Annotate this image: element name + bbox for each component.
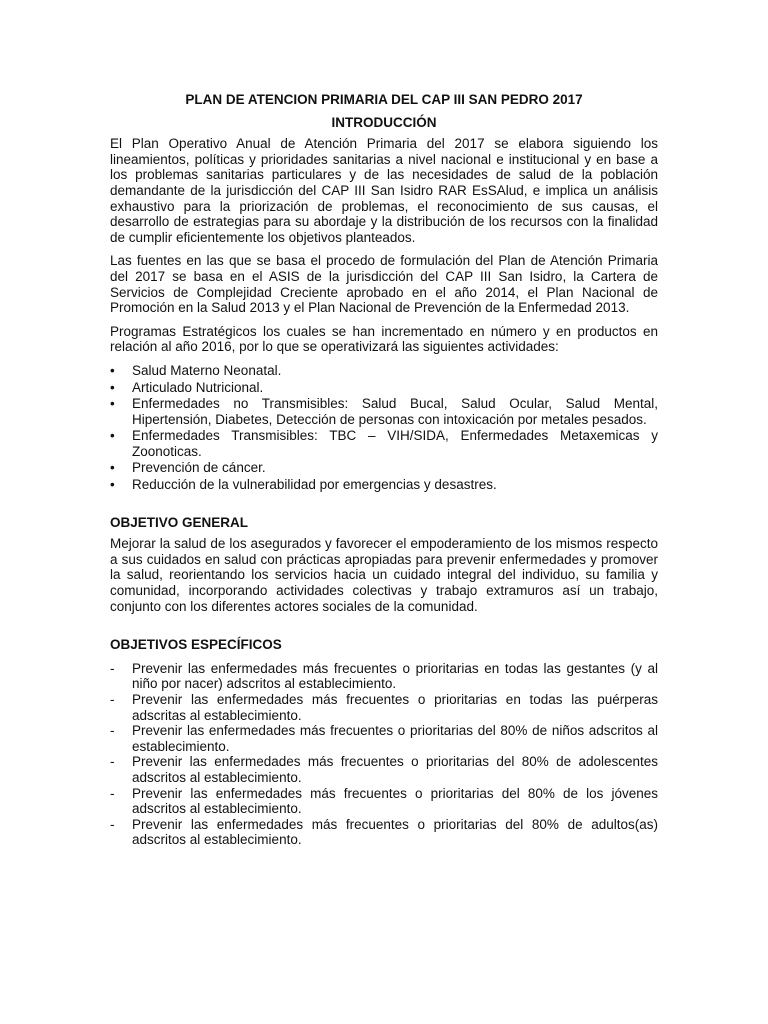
dash-icon: - bbox=[110, 723, 115, 739]
dash-icon: - bbox=[110, 660, 115, 676]
bullet-icon: • bbox=[110, 396, 115, 412]
spacer bbox=[110, 494, 658, 515]
list-item bbox=[110, 786, 658, 817]
activity-text: Articulado Nutricional. bbox=[132, 379, 264, 395]
general-objective-text: Mejorar la salud de los asegurados y favorecer el empoderamiento de los mismos respecto a sus cuidados en salud con prácticas apropiadas para prevenir enfermedades y promover la salud, reorientando los servicios hacia un cuidado integral del individuo, su familia y comunidad, incorporando actividades colectivas y trabajo extramuros así un trabajo, conjunto con los diferentes actores sociales de la comunidad. bbox=[110, 536, 658, 614]
document-title: PLAN DE ATENCION PRIMARIA DEL CAP III SAN PEDRO 2017 bbox=[185, 92, 583, 107]
objective-text: Prevenir las enfermedades más frecuentes o prioritarias del 80% de niños adscritos al establecimiento. bbox=[132, 723, 658, 754]
activity-text: Reducción de la vulnerabilidad por emergencias y desastres. bbox=[132, 477, 497, 493]
list-item bbox=[110, 692, 658, 723]
dash-icon: - bbox=[110, 692, 115, 707]
list-item bbox=[110, 477, 658, 493]
activity-text: Enfermedades no Transmisibles: Salud Bucal, Salud Ocular, Salud Mental, Hipertensión, Diabetes, Detección de personas con intoxicación por metales pesados. bbox=[132, 396, 658, 427]
intro-paragraph-3: Programas Estratégicos los cuales se han incrementado en número y en productos en relación al año 2016, por lo que se operativizará las siguientes actividades: bbox=[110, 323, 658, 355]
bullet-icon: • bbox=[110, 428, 115, 444]
spacer bbox=[110, 614, 658, 637]
list-item bbox=[110, 460, 658, 476]
list-item bbox=[110, 396, 658, 427]
activity-text: Prevención de cáncer. bbox=[132, 460, 266, 476]
objective-text: Prevenir las enfermedades más frecuentes o prioritarias en todas las puérperas adscritas al establecimiento. bbox=[132, 692, 658, 723]
objective-text: Prevenir las enfermedades más frecuentes o prioritarias del 80% de los jóvenes adscritos al establecimiento. bbox=[132, 785, 658, 817]
activities-list bbox=[110, 363, 658, 493]
objective-text: Prevenir las enfermedades más frecuentes o prioritarias en todas las gestantes (y al niño por nacer) adscritos al establecimiento. bbox=[132, 660, 658, 692]
general-objective-heading: OBJETIVO GENERAL bbox=[110, 514, 249, 530]
intro-paragraph-2: Las fuentes en las que se basa el procedo de formulación del Plan de Atención Primaria del 2017 se basa en el ASIS de la jurisdicción del CAP III San Isidro, la Cartera de Servicios de Complejidad Creciente aprobado en el año 2014, el Plan Nacional de Promoción en la Salud 2013 y el Plan Nacional de Prevención de la Enfermedad 2013. bbox=[110, 253, 658, 316]
specific-objectives-list bbox=[110, 661, 658, 848]
document-body bbox=[110, 92, 658, 848]
bullet-icon: • bbox=[110, 477, 115, 493]
dash-icon: - bbox=[110, 754, 115, 770]
bullet-icon: • bbox=[110, 379, 115, 395]
introduction-heading: INTRODUCCIÓN bbox=[331, 114, 437, 130]
activity-text: Salud Materno Neonatal. bbox=[132, 362, 282, 378]
list-item bbox=[110, 754, 658, 785]
list-item bbox=[110, 661, 658, 692]
intro-paragraph-1: El Plan Operativo Anual de Atención Primaria del 2017 se elabora siguiendo los lineamientos, políticas y prioridades sanitarias a nivel nacional e institucional y en base a los problemas sanitarias particulares y de las necesidades de salud de la población demandante de la jurisdicción del CAP III San Isidro RAR EsSAlud, e implica un análisis exhaustivo para la priorización de problemas, el reconocimiento de sus causas, el desarrollo de estrategias para su abordaje y la distribución de los recursos con la finalidad de cumplir eficientemente los objetivos planteados. bbox=[110, 136, 658, 245]
bullet-icon: • bbox=[110, 460, 115, 476]
bullet-icon: • bbox=[110, 362, 115, 378]
activity-text: Enfermedades Transmisibles: TBC – VIH/SIDA, Enfermedades Metaxemicas y Zoonoticas. bbox=[132, 428, 658, 459]
list-item bbox=[110, 817, 658, 848]
dash-icon: - bbox=[110, 816, 115, 832]
list-item bbox=[110, 428, 658, 459]
objective-text: Prevenir las enfermedades más frecuentes o prioritarias del 80% de adultos(as) adscritos al establecimiento. bbox=[132, 816, 658, 848]
list-item bbox=[110, 380, 658, 396]
specific-objectives-heading: OBJETIVOS ESPECÍFICOS bbox=[110, 637, 282, 653]
list-item bbox=[110, 723, 658, 754]
list-item bbox=[110, 363, 658, 379]
dash-icon: - bbox=[110, 785, 115, 801]
objective-text: Prevenir las enfermedades más frecuentes o prioritarias del 80% de adolescentes adscritos al establecimiento. bbox=[132, 754, 658, 785]
